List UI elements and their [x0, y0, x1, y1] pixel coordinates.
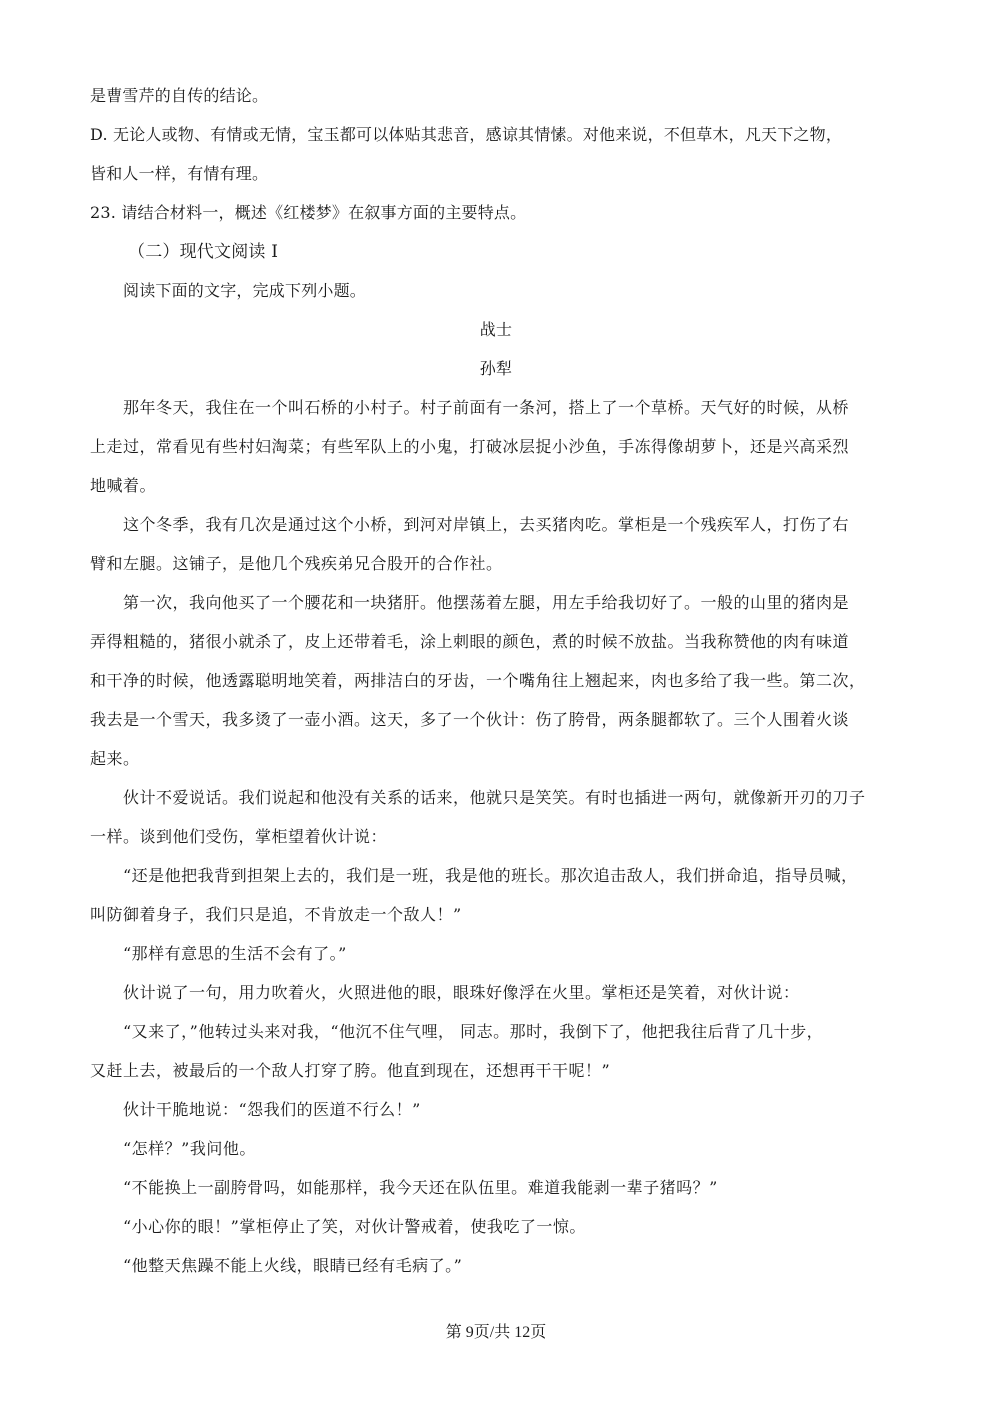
story-title: 战士 [479, 320, 513, 339]
paragraph-3-line-5: 起来。 [90, 749, 140, 768]
question-23: 23. 请结合材料一，概述《红楼梦》在叙事方面的主要特点。 [90, 203, 527, 222]
paragraph-3-line-2: 弄得粗糙的，猪很小就杀了，皮上还带着毛，涂上刺眼的颜色，煮的时候不放盐。当我称赞他的肉有味道 [90, 632, 850, 651]
paragraph-2-line-1: 这个冬季，我有几次是通过这个小桥，到河对岸镇上，去买猪肉吃。掌柜是一个残疾军人，打伤了右 [123, 515, 850, 534]
paragraph-5-line-1: “还是他把我背到担架上去的，我们是一班，我是他的班长。那次追击敌人，我们拼命追，指导员喊， [123, 866, 858, 885]
paragraph-8-line-1: “又来了，”他转过头来对我，“他沉不住气哩， 同志。那时，我倒下了，他把我往后背了几十步， [123, 1022, 824, 1041]
page-number-footer: 第 9页/共 12页 [445, 1324, 547, 1341]
paragraph-5-line-2: 叫防御着身子，我们只是追，不肯放走一个敌人！” [90, 905, 462, 924]
paragraph-9: 伙计干脆地说：“怨我们的医道不行么！” [123, 1100, 421, 1119]
option-d-line-2: 皆和人一样，有情有理。 [90, 164, 269, 183]
paragraph-3-line-1: 第一次，我向他买了一个腰花和一块猪肝。他摆荡着左腿，用左手给我切好了。一般的山里的猪肉是 [123, 593, 850, 612]
paragraph-4-line-1: 伙计不爱说话。我们说起和他没有关系的话来，他就只是笑笑。有时也插进一两句，就像新开刃的刀子 [123, 788, 866, 807]
paragraph-4-line-2: 一样。谈到他们受伤，掌柜望着伙计说： [90, 827, 388, 846]
paragraph-10: “怎样？”我问他。 [123, 1139, 256, 1158]
paragraph-3-line-4: 我去是一个雪天，我多烫了一壶小酒。这天，多了一个伙计：伤了胯骨，两条腿都软了。三个人围着火谈 [90, 710, 850, 729]
paragraph-3-line-3: 和干净的时候，他透露聪明地笑着，两排洁白的牙齿，一个嘴角往上翘起来，肉也多给了我一些。第二次， [90, 671, 866, 690]
option-d-line-1: D. 无论人或物、有情或无情，宝玉都可以体贴其悲音，感谅其情愫。对他来说，不但草木，凡天下之物， [90, 125, 843, 144]
story-author: 孙犁 [479, 359, 513, 378]
answer-c-continuation: 是曹雪芹的自传的结论。 [90, 86, 269, 105]
paragraph-11: “不能换上一副胯骨吗，如能那样，我今天还在队伍里。难道我能剥一辈子猪吗？” [123, 1178, 718, 1197]
paragraph-1-line-3: 地喊着。 [90, 476, 157, 495]
paragraph-2-line-2: 臂和左腿。这铺子，是他几个残疾弟兄合股开的合作社。 [90, 554, 503, 573]
paragraph-6: “那样有意思的生活不会有了。” [123, 944, 347, 963]
paragraph-1-line-2: 上走过，常看见有些村妇淘菜；有些军队上的小鬼，打破冰层捉小沙鱼，手冻得像胡萝卜，还是兴高采烈 [90, 437, 850, 456]
reading-instruction: 阅读下面的文字，完成下列小题。 [123, 281, 367, 300]
paragraph-8-line-2: 又赶上去，被最后的一个敌人打穿了胯。他直到现在，还想再干干呢！” [90, 1061, 611, 1080]
paragraph-7: 伙计说了一句，用力吹着火，火照进他的眼，眼珠好像浮在火里。掌柜还是笑着，对伙计说： [123, 983, 800, 1002]
paragraph-13: “他整天焦躁不能上火线，眼睛已经有毛病了。” [123, 1256, 463, 1275]
section-heading: （二）现代文阅读 I [128, 242, 279, 262]
paragraph-12: “小心你的眼！”掌柜停止了笑，对伙计警戒着，使我吃了一惊。 [123, 1217, 586, 1236]
paragraph-1-line-1: 那年冬天，我住在一个叫石桥的小村子。村子前面有一条河，搭上了一个草桥。天气好的时候，从桥 [123, 398, 850, 417]
